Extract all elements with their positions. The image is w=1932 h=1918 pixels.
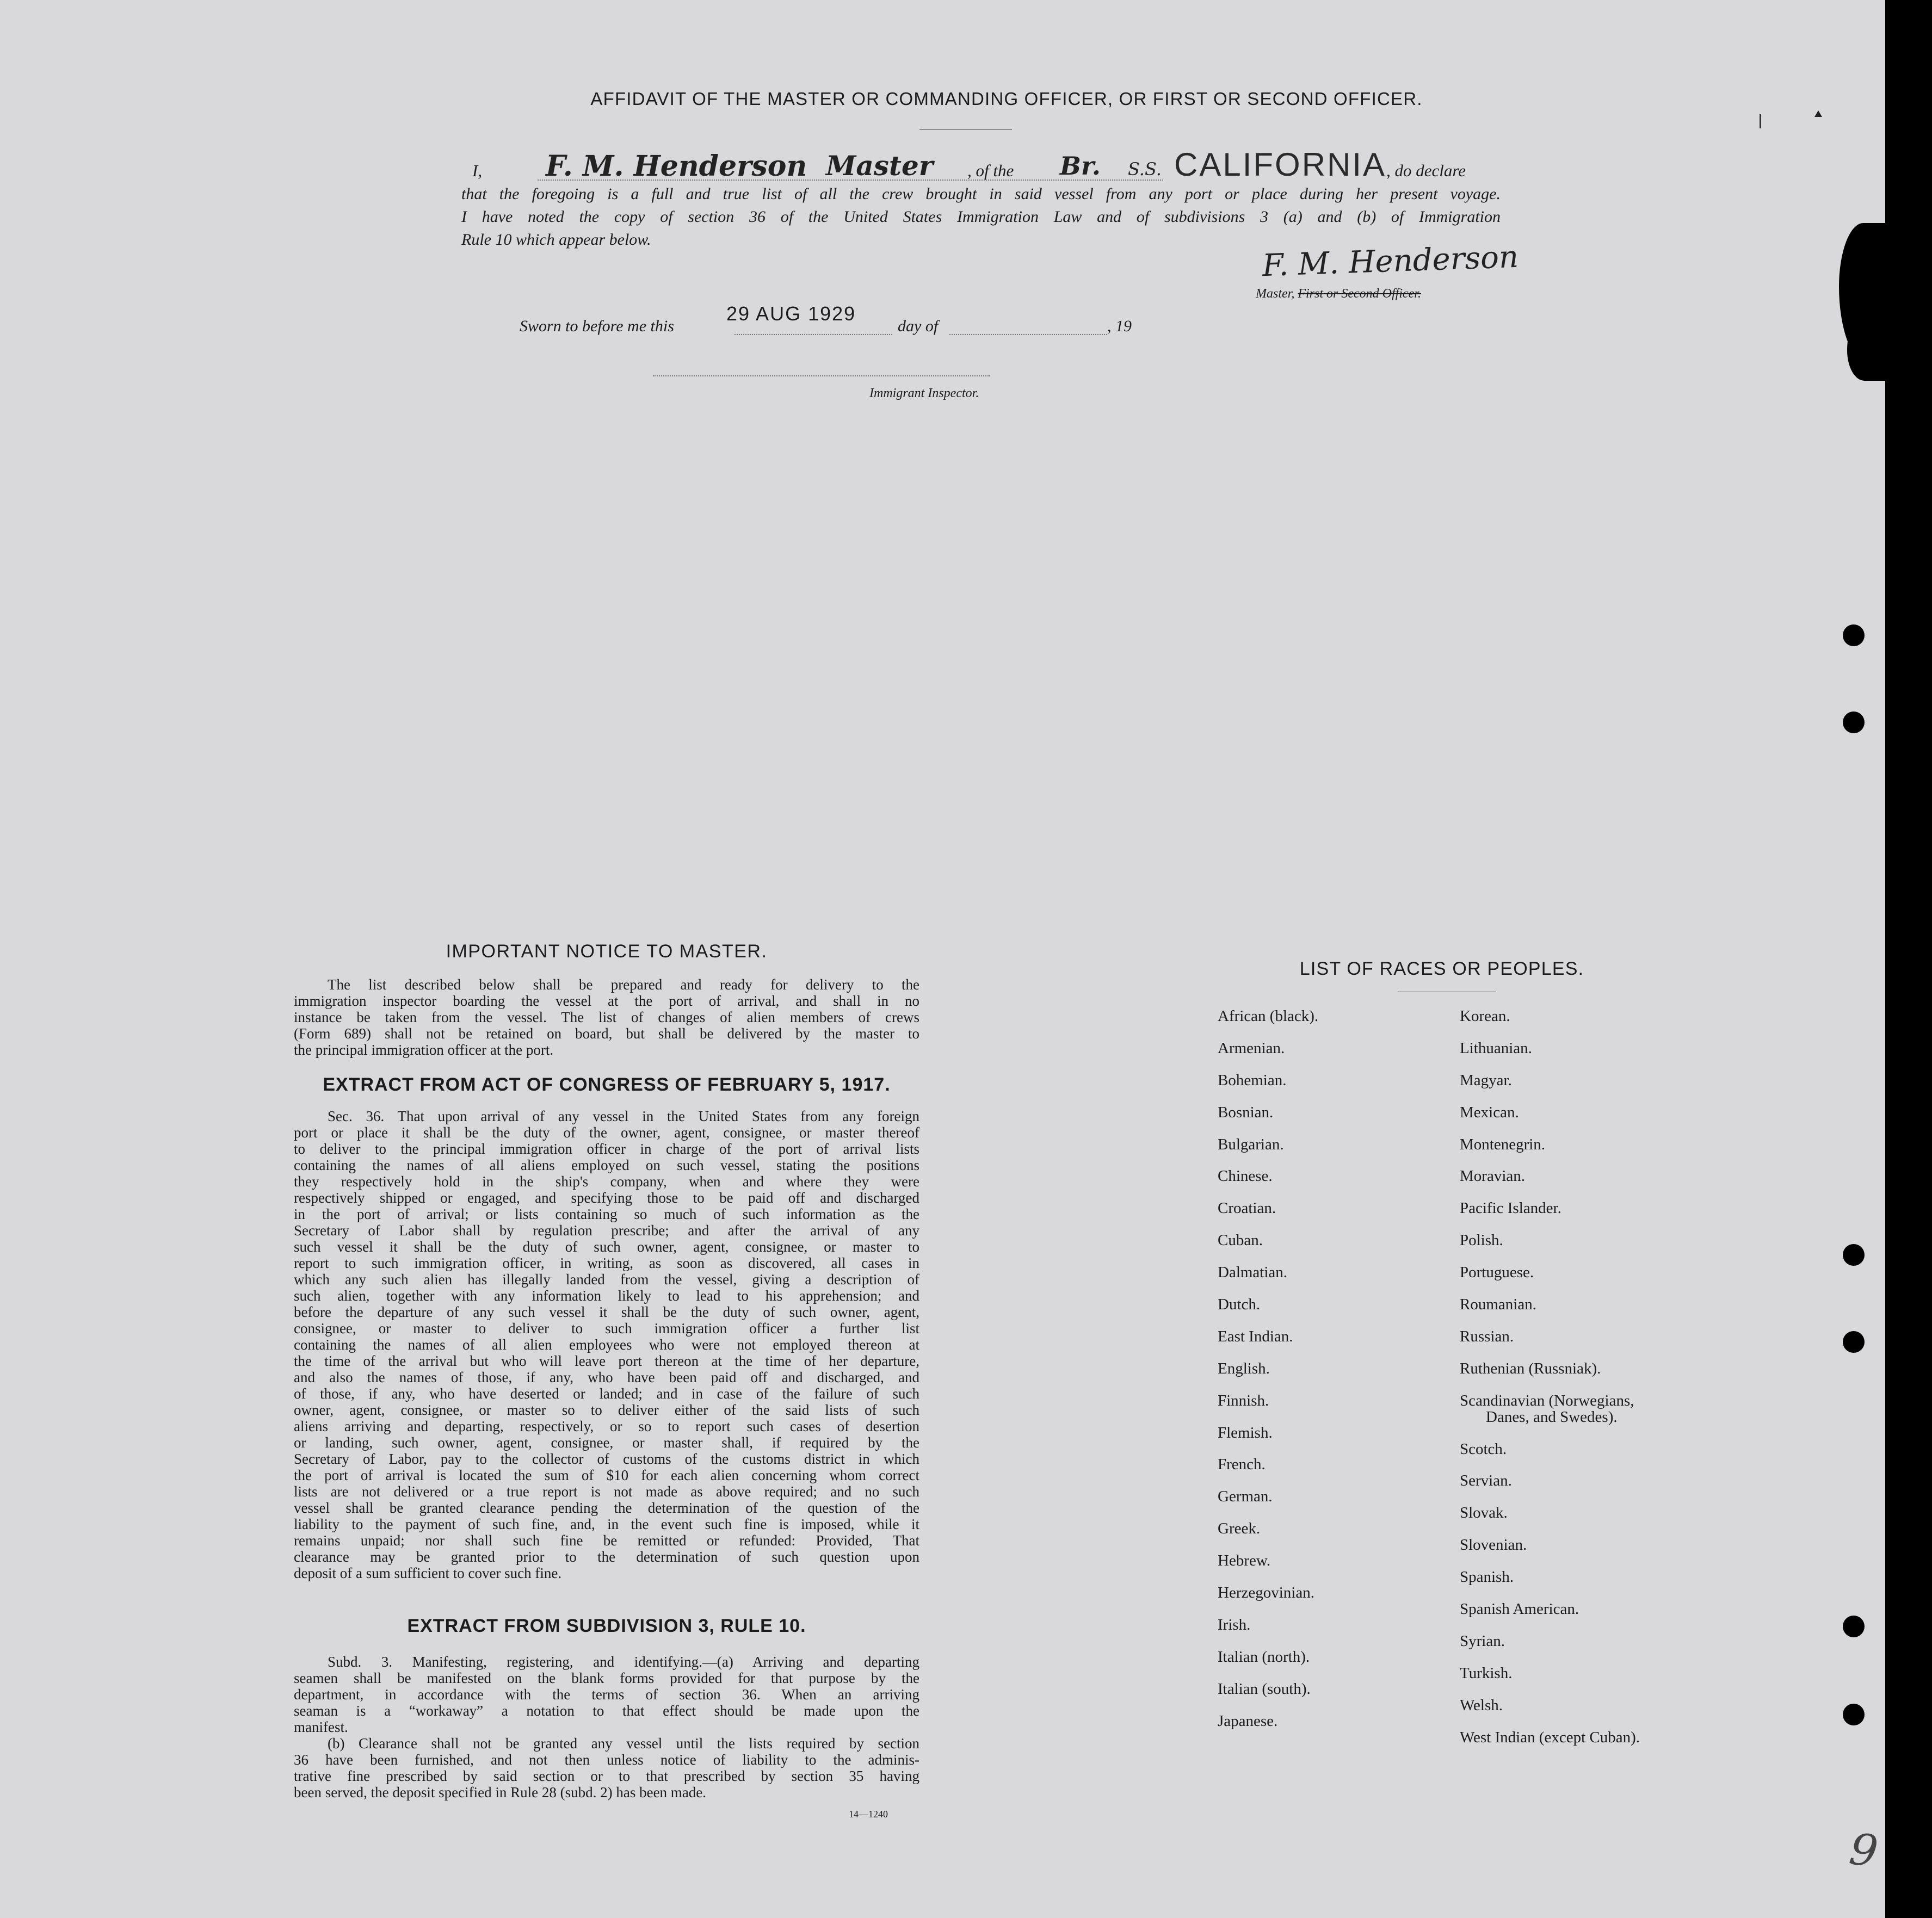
race-item: Herzegovinian.	[1218, 1584, 1314, 1602]
punch-hole	[1843, 711, 1865, 733]
races-left-column	[1218, 1009, 1318, 1745]
do-declare-label: , do declare	[1386, 161, 1466, 180]
signer-title	[1256, 287, 1421, 301]
punch-hole	[1843, 1331, 1865, 1353]
affidavit-heading: AFFIDAVIT OF THE MASTER OR COMMANDING OFFICER, OR FIRST OR SECOND OFFICER.	[590, 89, 1423, 109]
paragraph-line: liability to the payment of such fine, and, in the event such fine is imposed, while it	[294, 1516, 919, 1532]
paragraph-line: and also the names of those, if any, who have been paid off and discharged, and	[294, 1369, 919, 1385]
race-item: Polish.	[1460, 1232, 1503, 1249]
race-item: East Indian.	[1218, 1327, 1293, 1345]
punch-hole	[1843, 624, 1865, 646]
vessel-name-stamp: CALIFORNIA	[1174, 146, 1387, 183]
race-item: Italian (south).	[1218, 1680, 1311, 1698]
paragraph-line: or landing, such owner, agent, consignee, or master shall, if required by the	[294, 1434, 919, 1451]
notice-line: (Form 689) shall not be retained on board, but shall be delivered by the master to	[294, 1025, 919, 1042]
race-item: Roumanian.	[1460, 1296, 1536, 1314]
master-signature: F. M. Henderson	[1262, 239, 1519, 284]
race-item: Turkish.	[1460, 1664, 1513, 1682]
race-item: Bosnian.	[1218, 1103, 1274, 1121]
race-item: West Indian (except Cuban).	[1460, 1728, 1640, 1746]
paragraph-line: seamen shall be manifested on the blank forms provided for that purpose by the	[294, 1670, 919, 1686]
paragraph-line: seaman is a “workaway” a notation to that effect should be made upon the	[294, 1703, 919, 1719]
inspector-label: Immigrant Inspector.	[869, 386, 979, 400]
act-extract-heading: EXTRACT FROM ACT OF CONGRESS OF FEBRUARY 5, 1917.	[323, 1074, 891, 1095]
year-label: , 19	[1107, 317, 1132, 335]
signer-title-master: Master,	[1256, 287, 1295, 301]
race-item: Danes, and Swedes).	[1486, 1408, 1618, 1426]
race-item: Ruthenian (Russniak).	[1460, 1359, 1601, 1377]
i-label: I,	[472, 161, 483, 180]
paragraph-line: Secretary of Labor, pay to the collector of customs of the customs district in which	[294, 1451, 919, 1467]
paragraph-line: port or place it shall be the duty of the owner, agent, consignee, or master thereof	[294, 1124, 919, 1141]
race-item: Chinese.	[1218, 1167, 1273, 1185]
pencil-tick	[1760, 114, 1761, 128]
notice-line: The list described below shall be prepared and ready for delivery to the	[328, 976, 919, 993]
race-item: Hebrew.	[1218, 1552, 1271, 1570]
paragraph-line: consignee, or master to deliver to such immigration officer a further list	[294, 1320, 919, 1337]
master-name-handwritten: F. M. Henderson	[546, 150, 807, 183]
race-item: Montenegrin.	[1460, 1135, 1546, 1153]
race-item: Bulgarian.	[1218, 1135, 1284, 1153]
race-item: Slovak.	[1460, 1504, 1508, 1522]
notice-line: immigration inspector boarding the vessel at the port of arrival, and shall in no	[294, 993, 919, 1009]
race-item: Irish.	[1218, 1616, 1251, 1634]
race-item: Servian.	[1460, 1472, 1512, 1490]
paragraph-line: deposit of a sum sufficient to cover such fine.	[294, 1565, 562, 1581]
of-the-label: , of the	[967, 161, 1014, 180]
notice-text	[294, 976, 919, 1058]
race-item: Scandinavian (Norwegians,	[1460, 1391, 1634, 1409]
race-item: African (black).	[1218, 1007, 1319, 1025]
race-item: Slovenian.	[1460, 1536, 1527, 1554]
race-item: Syrian.	[1460, 1632, 1505, 1650]
divider	[919, 129, 1012, 130]
notice-line: the principal immigration officer at the port.	[294, 1042, 554, 1058]
paragraph-line: containing the names of all aliens employed on such vessel, stating the positions	[294, 1157, 919, 1173]
paragraph-line: Sec. 36. That upon arrival of any vessel in the United States from any foreign	[328, 1108, 919, 1124]
race-item: Finnish.	[1218, 1391, 1269, 1409]
race-item: Japanese.	[1218, 1712, 1278, 1730]
race-item: Pacific Islander.	[1460, 1199, 1561, 1217]
paragraph-line: report to such immigration officer, in writing, as soon as discovered, all cases in	[294, 1255, 919, 1271]
form-number: 14—1240	[849, 1809, 888, 1820]
paragraph-line: such vessel it shall be the duty of such owner, agent, consignee, or master to	[294, 1239, 919, 1255]
race-item: Croatian.	[1218, 1199, 1276, 1217]
races-heading: LIST OF RACES OR PEOPLES.	[1299, 958, 1584, 979]
paragraph-line: of those, if any, who have deserted or landed; and in case of the failure of such	[294, 1385, 919, 1402]
paragraph-line: containing the names of all alien employees who were not employed thereon at	[294, 1337, 919, 1353]
race-item: Portuguese.	[1460, 1264, 1534, 1282]
paragraph-line: before the departure of any such vessel it shall be the duty of such owner, agent,	[294, 1304, 919, 1320]
paragraph-line: been served, the deposit specified in Rule 28 (subd. 2) has been made.	[294, 1784, 707, 1801]
paragraph-line: Subd. 3. Manifesting, registering, and identifying.—(a) Arriving and departing	[328, 1654, 919, 1670]
paragraph-line: respectively shipped or engaged, and specifying those to be paid off and discharged	[294, 1190, 919, 1206]
punch-hole	[1843, 1244, 1865, 1266]
race-item: Spanish American.	[1460, 1600, 1579, 1618]
paragraph-line: manifest.	[294, 1719, 348, 1735]
paragraph-line: department, in accordance with the terms of section 36. When an arriving	[294, 1686, 919, 1703]
race-item: Dalmatian.	[1218, 1264, 1288, 1282]
flag-handwritten: Br.	[1060, 151, 1101, 181]
race-item: Spanish.	[1460, 1568, 1514, 1586]
race-item: Armenian.	[1218, 1039, 1285, 1057]
paragraph-line: clearance may be granted prior to the determination of such question upon	[294, 1549, 919, 1565]
declaration-line-4: Rule 10 which appear below.	[461, 231, 651, 249]
race-item: Flemish.	[1218, 1424, 1273, 1441]
paragraph-line: which any such alien has illegally landed from the vessel, giving a description of	[294, 1271, 919, 1288]
race-item: French.	[1218, 1456, 1266, 1474]
paragraph-line: in the port of arrival; or lists containing so much of such information as the	[294, 1206, 919, 1222]
race-item: Moravian.	[1460, 1167, 1525, 1185]
race-item: Welsh.	[1460, 1696, 1503, 1714]
date-stamp: 29 AUG 1929	[726, 302, 856, 325]
punch-hole	[1843, 1704, 1865, 1725]
rule-extract-heading: EXTRACT FROM SUBDIVISION 3, RULE 10.	[407, 1616, 806, 1636]
notice-heading: IMPORTANT NOTICE TO MASTER.	[446, 941, 768, 962]
notice-line: instance be taken from the vessel. The list of changes of alien members of crews	[294, 1009, 919, 1025]
paragraph-line: lists are not delivered or a true report is not made as above required; and no such	[294, 1483, 919, 1500]
race-item: Greek.	[1218, 1520, 1261, 1538]
paragraph-line: (b) Clearance shall not be granted any vessel until the lists required by section	[328, 1735, 919, 1752]
paragraph-line: owner, agent, consignee, or master so to deliver either of the said lists of such	[294, 1402, 919, 1418]
declaration-line-3: I have noted the copy of section 36 of the United States Immigration Law and of subdivisions 3 (a) and (b) of Immigration	[461, 208, 1501, 226]
race-item: Scotch.	[1460, 1440, 1507, 1458]
paragraph-line: such alien, together with any information likely to lead to his apprehension; and	[294, 1288, 919, 1304]
race-item: Magyar.	[1460, 1071, 1512, 1089]
race-item: Korean.	[1460, 1007, 1510, 1025]
day-of-label: day of	[898, 317, 939, 335]
paragraph-line: to deliver to the principal immigration officer in charge of the port of arrival lists	[294, 1141, 919, 1157]
paragraph-line: Secretary of Labor shall by regulation prescribe; and after the arrival of any	[294, 1222, 919, 1239]
signer-title-struck: First or Second Officer.	[1298, 287, 1421, 301]
race-item: Cuban.	[1218, 1232, 1263, 1249]
corner-mark	[1814, 110, 1822, 117]
declaration-line-2: that the foregoing is a full and true list of all the crew brought in said vessel from any port or place during her present voyage.	[461, 185, 1501, 203]
paragraph-line: the time of the arrival but who will leave port thereon at the time of her departure,	[294, 1353, 919, 1369]
race-item: Bohemian.	[1218, 1071, 1287, 1089]
paragraph-line: the port of arrival is located the sum of $10 for each alien concerning whom correct	[294, 1467, 919, 1483]
paragraph-line: aliens arriving and departing, respectively, or so to report such cases of desertion	[294, 1418, 919, 1434]
paragraph-line: they respectively hold in the ship's company, when and where they were	[294, 1173, 919, 1190]
paragraph-line: 36 have been furnished, and not then unless notice of liability to the adminis-	[294, 1752, 919, 1768]
race-item: Dutch.	[1218, 1296, 1261, 1314]
race-item: Russian.	[1460, 1327, 1514, 1345]
paragraph-line: trative fine prescribed by said section or to that prescribed by section 35 having	[294, 1768, 919, 1784]
declaration-line-1	[461, 146, 1501, 183]
rank-handwritten: Master	[826, 150, 934, 182]
rule-extract-text	[294, 1654, 919, 1801]
sworn-label: Sworn to before me this	[520, 317, 674, 335]
race-item: German.	[1218, 1488, 1273, 1506]
races-right-column	[1460, 1009, 1640, 1761]
paragraph-line: vessel shall be granted clearance pending the determination of the question of the	[294, 1500, 919, 1516]
paragraph-line: remains unpaid; nor shall such fine be remitted or refunded: Provided, That	[294, 1532, 919, 1549]
margin-pencil-mark: 9	[1846, 1823, 1881, 1878]
race-item: English.	[1218, 1359, 1270, 1377]
race-item: Italian (north).	[1218, 1648, 1310, 1666]
race-item: Mexican.	[1460, 1103, 1519, 1121]
vessel-type-handwritten: S.S.	[1128, 159, 1162, 180]
act-extract-text	[294, 1108, 919, 1581]
race-item: Lithuanian.	[1460, 1039, 1532, 1057]
punch-hole	[1843, 1616, 1865, 1637]
